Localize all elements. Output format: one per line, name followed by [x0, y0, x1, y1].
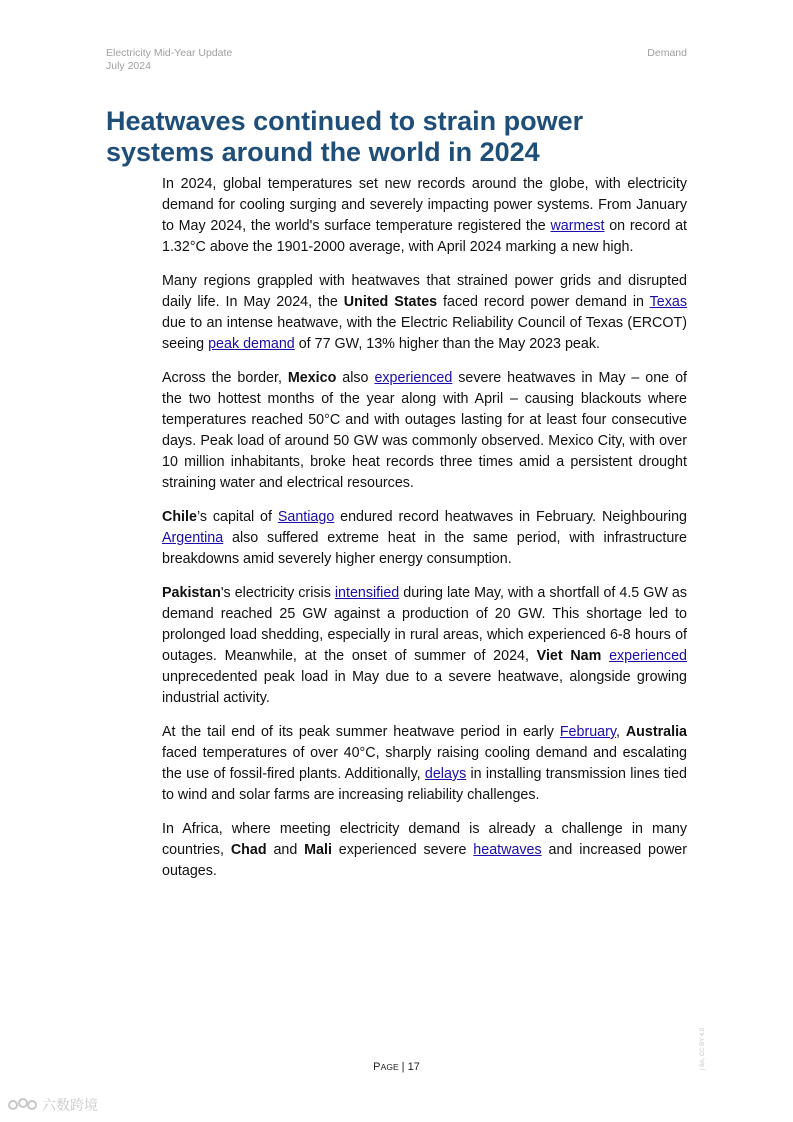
- watermark-brand: 六数跨境: [42, 1097, 98, 1113]
- link-santiago[interactable]: Santiago: [277, 509, 335, 525]
- link-february[interactable]: February: [559, 724, 616, 740]
- paragraph-global-temperatures: [162, 174, 687, 258]
- text-run: unprecedented peak load in May due to a severe heatwave, alongside growing industrial activity.: [162, 669, 687, 706]
- paragraph-united-states: [162, 271, 687, 355]
- text-run: and increased power outages.: [162, 842, 687, 879]
- link-intensified[interactable]: intensified: [334, 585, 400, 601]
- text-run: Across the border,: [162, 370, 288, 386]
- text-run: faced record power demand in: [437, 294, 650, 310]
- bold-pakistan: Pakistan: [162, 585, 221, 601]
- paragraph-africa: [162, 819, 687, 882]
- report-date: July 2024: [106, 60, 151, 72]
- page-number: 17: [407, 1061, 420, 1073]
- link-experienced-viet-nam[interactable]: experienced: [609, 648, 687, 664]
- text-run: endured record heatwaves in February. Neighbouring: [334, 509, 687, 525]
- bold-chad: Chad: [230, 842, 267, 858]
- text-run: also suffered extreme heat in the same period, with infrastructure breakdowns amid severely higher energy consumption.: [162, 530, 687, 567]
- watermark: [8, 1094, 98, 1116]
- link-peak-demand[interactable]: peak demand: [208, 336, 295, 352]
- bold-mali: Mali: [304, 842, 332, 858]
- text-run: severe heatwaves in May – one of the two hottest months of the year along with April – causing blackouts where temperatures reached 50°C and with outages lasting for at least four consecutive days. Peak load of around 50 GW was commonly observed. Mexico City, with over 10 million inhabitants, broke heat records three times amid a persistent drought straining water and electrical resources.: [162, 370, 687, 491]
- text-run: faced temperatures of over 40°C, sharply raising cooling demand and escalating the use of fossil-fired plants. Additionally,: [162, 745, 687, 782]
- text-run: In Africa, where meeting electricity demand is already a challenge in many countries,: [162, 821, 687, 858]
- text-run: experienced severe: [331, 842, 474, 858]
- bold-united-states: United States: [343, 294, 438, 310]
- text-run: and: [266, 842, 305, 858]
- report-title: Electricity Mid-Year Update: [106, 47, 233, 59]
- watermark-logo-icon: [8, 1096, 38, 1114]
- text-run: At the tail end of its peak summer heatwave period in early: [162, 724, 560, 740]
- link-heatwaves[interactable]: heatwaves: [473, 842, 542, 858]
- text-run: also: [336, 370, 375, 386]
- text-run: ,: [615, 724, 626, 740]
- page-label-rest: AGE: [380, 1062, 399, 1072]
- article-body: [162, 174, 687, 895]
- text-run: of 77 GW, 13% higher than the May 2023 peak.: [294, 336, 600, 352]
- page-title: Heatwaves continued to strain power systems around the world in 2024: [106, 106, 584, 167]
- link-warmest[interactable]: warmest: [550, 218, 605, 234]
- page-label-initial: P: [373, 1061, 381, 1073]
- bold-mexico: Mexico: [287, 370, 337, 386]
- text-run: in installing transmission lines tied to wind and solar farms are increasing reliability challenges.: [162, 766, 687, 803]
- bold-viet-nam: Viet Nam: [536, 648, 602, 664]
- paragraph-chile: [162, 507, 687, 570]
- section-label: Demand: [647, 47, 687, 59]
- text-run: In 2024, global temperatures set new records around the globe, with electricity demand for cooling surging and severely impacting power systems. From January to May 2024, the world's surface temperature registered the: [162, 176, 687, 234]
- text-run: during late May, with a shortfall of 4.5 GW as demand reached 25 GW against a production of 20 GW. This shortage led to prolonged load shedding, especially in rural areas, which experienced 6-8 hours of outages. Meanwhile, at the onset of summer of 2024,: [162, 585, 687, 664]
- text-run: on record at 1.32°C above the 1901-2000 average, with April 2024 marking a new high.: [162, 218, 687, 255]
- page-footer: [0, 1061, 793, 1073]
- bold-chile: Chile: [162, 509, 197, 525]
- text-run: Many regions grappled with heatwaves that strained power grids and disrupted daily life. In May 2024, the: [162, 273, 687, 310]
- text-run: ’s capital of: [196, 509, 278, 525]
- header-left: [106, 47, 232, 73]
- paragraph-australia: [162, 722, 687, 806]
- link-texas[interactable]: Texas: [649, 294, 687, 310]
- link-delays[interactable]: delays: [424, 766, 467, 782]
- page-separator: |: [398, 1061, 408, 1073]
- bold-australia: Australia: [625, 724, 687, 740]
- text-run: due to an intense heatwave, with the Electric Reliability Council of Texas (ERCOT) seeing: [162, 315, 687, 352]
- text-run: [601, 648, 609, 664]
- license-note: | 6A, CC BY 4.0: [700, 1027, 706, 1070]
- link-experienced-mexico[interactable]: experienced: [374, 370, 453, 386]
- link-argentina[interactable]: Argentina: [162, 530, 224, 546]
- paragraph-pakistan: [162, 583, 687, 709]
- text-run: 's electricity crisis: [220, 585, 335, 601]
- paragraph-mexico: [162, 368, 687, 494]
